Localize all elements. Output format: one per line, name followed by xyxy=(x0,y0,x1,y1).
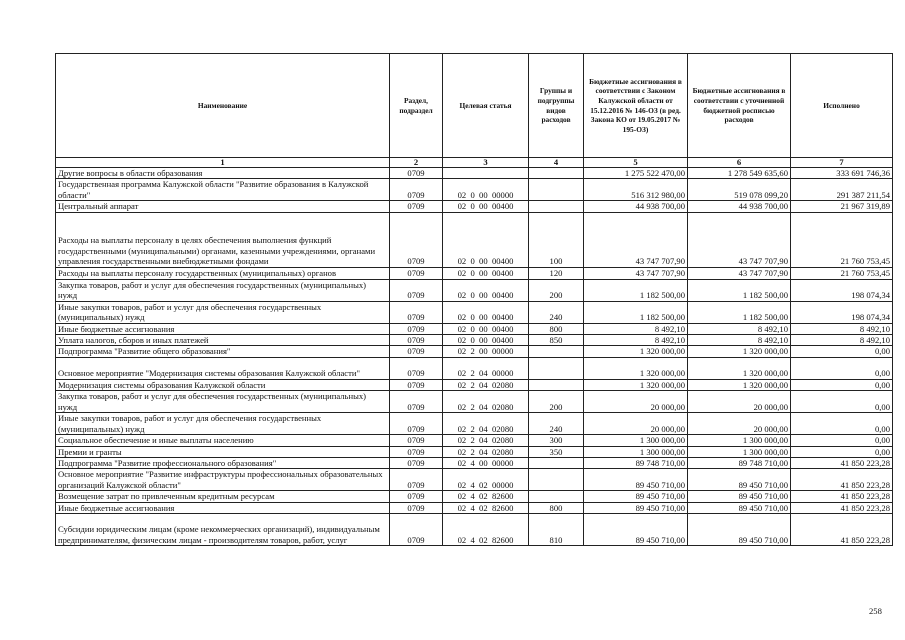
row-executed-amount: 291 387 211,54 xyxy=(791,179,893,201)
header-groups: Группы и подгруппы видов расходов xyxy=(529,54,584,158)
row-executed-amount: 0,00 xyxy=(791,435,893,446)
row-expense-group xyxy=(529,168,584,179)
table-row xyxy=(56,357,893,379)
row-refined-amount: 89 450 710,00 xyxy=(688,491,791,502)
row-expense-group xyxy=(529,491,584,502)
table-row xyxy=(56,212,893,267)
row-expense-group xyxy=(529,379,584,390)
row-section: 0709 xyxy=(390,212,443,267)
column-number: 5 xyxy=(584,158,688,168)
row-law-amount: 516 312 980,00 xyxy=(584,179,688,201)
row-executed-amount: 8 492,10 xyxy=(791,335,893,346)
table-row xyxy=(56,435,893,446)
row-target-article: 02 2 04 02080 xyxy=(443,446,529,457)
row-expense-group: 300 xyxy=(529,435,584,446)
table-row xyxy=(56,502,893,513)
row-name: Премии и гранты xyxy=(56,446,390,457)
row-name: Субсидии юридическим лицам (кроме некоммерческих организаций), индивидуальным предпринимателям, физическим лицам - производителям товаров, работ, услуг xyxy=(56,514,390,546)
row-target-article: 02 0 00 00400 xyxy=(443,267,529,279)
row-refined-amount: 1 300 000,00 xyxy=(688,446,791,457)
row-law-amount: 89 450 710,00 xyxy=(584,514,688,546)
page-number: 258 xyxy=(869,606,882,616)
column-number: 2 xyxy=(390,158,443,168)
row-section: 0709 xyxy=(390,502,443,513)
row-refined-amount: 8 492,10 xyxy=(688,323,791,334)
row-expense-group: 350 xyxy=(529,446,584,457)
row-executed-amount: 0,00 xyxy=(791,346,893,357)
row-refined-amount: 89 450 710,00 xyxy=(688,514,791,546)
table-row xyxy=(56,201,893,212)
header-refined: Бюджетные ассигнования в соответствии с уточненной бюджетной росписью расходов xyxy=(688,54,791,158)
row-law-amount: 89 450 710,00 xyxy=(584,502,688,513)
row-target-article: 02 4 00 00000 xyxy=(443,458,529,469)
row-expense-group: 850 xyxy=(529,335,584,346)
row-law-amount: 1 275 522 470,00 xyxy=(584,168,688,179)
row-target-article: 02 2 04 00000 xyxy=(443,357,529,379)
row-target-article: 02 4 02 00000 xyxy=(443,469,529,491)
table-row xyxy=(56,168,893,179)
row-law-amount: 1 320 000,00 xyxy=(584,357,688,379)
row-refined-amount: 1 182 500,00 xyxy=(688,279,791,301)
row-refined-amount: 519 078 099,20 xyxy=(688,179,791,201)
row-name: Возмещение затрат по привлеченным кредитным ресурсам xyxy=(56,491,390,502)
row-section: 0709 xyxy=(390,379,443,390)
table-body xyxy=(56,168,893,546)
row-name: Основное мероприятие "Развитие инфраструктуры профессиональных образовательных организаций Калужской области" xyxy=(56,469,390,491)
row-name: Социальное обеспечение и иные выплаты населению xyxy=(56,435,390,446)
row-section: 0709 xyxy=(390,323,443,334)
table-row xyxy=(56,491,893,502)
row-target-article: 02 0 00 00400 xyxy=(443,323,529,334)
row-section: 0709 xyxy=(390,446,443,457)
row-law-amount: 20 000,00 xyxy=(584,391,688,413)
row-executed-amount: 41 850 223,28 xyxy=(791,502,893,513)
row-name: Модернизация системы образования Калужской области xyxy=(56,379,390,390)
table-row xyxy=(56,267,893,279)
row-target-article: 02 0 00 00400 xyxy=(443,201,529,212)
row-target-article: 02 2 00 00000 xyxy=(443,346,529,357)
row-refined-amount: 89 748 710,00 xyxy=(688,458,791,469)
row-section: 0709 xyxy=(390,168,443,179)
row-refined-amount: 1 320 000,00 xyxy=(688,379,791,390)
row-refined-amount: 89 450 710,00 xyxy=(688,469,791,491)
row-target-article: 02 0 00 00000 xyxy=(443,179,529,201)
row-law-amount: 8 492,10 xyxy=(584,323,688,334)
row-expense-group: 100 xyxy=(529,212,584,267)
row-section: 0709 xyxy=(390,267,443,279)
row-section: 0709 xyxy=(390,346,443,357)
table-row xyxy=(56,179,893,201)
row-section: 0709 xyxy=(390,279,443,301)
budget-table xyxy=(55,53,893,546)
row-name: Подпрограмма "Развитие профессионального образования" xyxy=(56,458,390,469)
row-expense-group: 800 xyxy=(529,323,584,334)
row-section: 0709 xyxy=(390,413,443,435)
row-executed-amount: 41 850 223,28 xyxy=(791,491,893,502)
table-header-row xyxy=(56,54,893,158)
row-expense-group: 120 xyxy=(529,267,584,279)
row-executed-amount: 41 850 223,28 xyxy=(791,469,893,491)
row-law-amount: 1 300 000,00 xyxy=(584,435,688,446)
row-executed-amount: 21 760 753,45 xyxy=(791,212,893,267)
row-refined-amount: 89 450 710,00 xyxy=(688,502,791,513)
row-name: Другие вопросы в области образования xyxy=(56,168,390,179)
row-expense-group: 240 xyxy=(529,413,584,435)
row-law-amount: 1 320 000,00 xyxy=(584,346,688,357)
row-expense-group: 200 xyxy=(529,391,584,413)
row-section: 0709 xyxy=(390,179,443,201)
row-refined-amount: 1 182 500,00 xyxy=(688,301,791,323)
row-refined-amount: 1 278 549 635,60 xyxy=(688,168,791,179)
row-section: 0709 xyxy=(390,435,443,446)
row-target-article xyxy=(443,168,529,179)
column-number: 1 xyxy=(56,158,390,168)
row-section: 0709 xyxy=(390,301,443,323)
row-expense-group xyxy=(529,469,584,491)
row-executed-amount: 0,00 xyxy=(791,379,893,390)
row-name: Расходы на выплаты персоналу государственных (муниципальных) органов xyxy=(56,267,390,279)
row-name: Иные бюджетные ассигнования xyxy=(56,502,390,513)
row-refined-amount: 44 938 700,00 xyxy=(688,201,791,212)
table-row xyxy=(56,279,893,301)
row-target-article: 02 2 04 02080 xyxy=(443,435,529,446)
row-law-amount: 1 182 500,00 xyxy=(584,301,688,323)
row-law-amount: 1 320 000,00 xyxy=(584,379,688,390)
row-law-amount: 89 450 710,00 xyxy=(584,469,688,491)
row-law-amount: 43 747 707,90 xyxy=(584,212,688,267)
row-target-article: 02 0 00 00400 xyxy=(443,335,529,346)
table-row xyxy=(56,335,893,346)
row-refined-amount: 1 300 000,00 xyxy=(688,435,791,446)
table-row xyxy=(56,323,893,334)
row-target-article: 02 4 02 82600 xyxy=(443,502,529,513)
row-refined-amount: 43 747 707,90 xyxy=(688,212,791,267)
row-expense-group: 800 xyxy=(529,502,584,513)
table-row xyxy=(56,379,893,390)
header-section: Раздел, подраздел xyxy=(390,54,443,158)
row-executed-amount: 41 850 223,28 xyxy=(791,458,893,469)
row-refined-amount: 1 320 000,00 xyxy=(688,346,791,357)
row-name: Основное мероприятие "Модернизация системы образования Калужской области" xyxy=(56,357,390,379)
row-refined-amount: 43 747 707,90 xyxy=(688,267,791,279)
row-expense-group: 200 xyxy=(529,279,584,301)
row-name: Расходы на выплаты персоналу в целях обеспечения выполнения функций государственными (муниципальными) органами, казенными учреждениями, органами управления государственными внебюджетными фондами xyxy=(56,212,390,267)
row-name: Подпрограмма "Развитие общего образования" xyxy=(56,346,390,357)
row-section: 0709 xyxy=(390,514,443,546)
row-name: Иные бюджетные ассигнования xyxy=(56,323,390,334)
row-section: 0709 xyxy=(390,357,443,379)
row-name: Центральный аппарат xyxy=(56,201,390,212)
row-executed-amount: 198 074,34 xyxy=(791,279,893,301)
row-expense-group xyxy=(529,179,584,201)
row-executed-amount: 333 691 746,36 xyxy=(791,168,893,179)
column-number: 4 xyxy=(529,158,584,168)
row-expense-group xyxy=(529,458,584,469)
row-section: 0709 xyxy=(390,335,443,346)
column-number-row xyxy=(56,158,893,168)
row-refined-amount: 8 492,10 xyxy=(688,335,791,346)
row-executed-amount: 21 760 753,45 xyxy=(791,267,893,279)
row-law-amount: 43 747 707,90 xyxy=(584,267,688,279)
row-section: 0709 xyxy=(390,458,443,469)
row-expense-group xyxy=(529,357,584,379)
row-section: 0709 xyxy=(390,391,443,413)
table-row xyxy=(56,301,893,323)
row-section: 0709 xyxy=(390,491,443,502)
row-executed-amount: 0,00 xyxy=(791,357,893,379)
row-name: Иные закупки товаров, работ и услуг для обеспечения государственных (муниципальных) нужд xyxy=(56,413,390,435)
row-law-amount: 8 492,10 xyxy=(584,335,688,346)
header-law: Бюджетные ассигнования в соответствии с Законом Калужской области от 15.12.2016 № 146-ОЗ (в ред. Закона КО от 19.05.2017 № 195-ОЗ) xyxy=(584,54,688,158)
column-number: 7 xyxy=(791,158,893,168)
row-target-article: 02 4 02 82600 xyxy=(443,491,529,502)
row-expense-group xyxy=(529,346,584,357)
table-row xyxy=(56,413,893,435)
row-target-article: 02 2 04 02080 xyxy=(443,413,529,435)
row-law-amount: 89 748 710,00 xyxy=(584,458,688,469)
header-executed: Исполнено xyxy=(791,54,893,158)
table-row xyxy=(56,446,893,457)
row-executed-amount: 0,00 xyxy=(791,413,893,435)
table-row xyxy=(56,514,893,546)
row-law-amount: 1 300 000,00 xyxy=(584,446,688,457)
row-name: Закупка товаров, работ и услуг для обеспечения государственных (муниципальных) нужд xyxy=(56,391,390,413)
row-executed-amount: 8 492,10 xyxy=(791,323,893,334)
row-name: Государственная программа Калужской области "Развитие образования в Калужской области" xyxy=(56,179,390,201)
row-name: Иные закупки товаров, работ и услуг для обеспечения государственных (муниципальных) нужд xyxy=(56,301,390,323)
row-target-article: 02 0 00 00400 xyxy=(443,212,529,267)
row-section: 0709 xyxy=(390,201,443,212)
row-target-article: 02 4 02 82600 xyxy=(443,514,529,546)
row-refined-amount: 20 000,00 xyxy=(688,413,791,435)
row-target-article: 02 0 00 00400 xyxy=(443,279,529,301)
row-law-amount: 89 450 710,00 xyxy=(584,491,688,502)
row-expense-group xyxy=(529,201,584,212)
row-law-amount: 1 182 500,00 xyxy=(584,279,688,301)
column-number: 6 xyxy=(688,158,791,168)
table-row xyxy=(56,469,893,491)
row-expense-group: 810 xyxy=(529,514,584,546)
row-target-article: 02 2 04 02080 xyxy=(443,379,529,390)
row-executed-amount: 0,00 xyxy=(791,391,893,413)
row-executed-amount: 198 074,34 xyxy=(791,301,893,323)
row-executed-amount: 21 967 319,89 xyxy=(791,201,893,212)
table-row xyxy=(56,458,893,469)
row-executed-amount: 0,00 xyxy=(791,446,893,457)
row-name: Уплата налогов, сборов и иных платежей xyxy=(56,335,390,346)
row-expense-group: 240 xyxy=(529,301,584,323)
row-law-amount: 20 000,00 xyxy=(584,413,688,435)
table-row xyxy=(56,391,893,413)
row-executed-amount: 41 850 223,28 xyxy=(791,514,893,546)
column-number: 3 xyxy=(443,158,529,168)
row-refined-amount: 20 000,00 xyxy=(688,391,791,413)
row-target-article: 02 0 00 00400 xyxy=(443,301,529,323)
row-law-amount: 44 938 700,00 xyxy=(584,201,688,212)
header-article: Целевая статья xyxy=(443,54,529,158)
row-name: Закупка товаров, работ и услуг для обеспечения государственных (муниципальных) нужд xyxy=(56,279,390,301)
row-section: 0709 xyxy=(390,469,443,491)
table-row xyxy=(56,346,893,357)
row-refined-amount: 1 320 000,00 xyxy=(688,357,791,379)
row-target-article: 02 2 04 02080 xyxy=(443,391,529,413)
header-name: Наименование xyxy=(56,54,390,158)
